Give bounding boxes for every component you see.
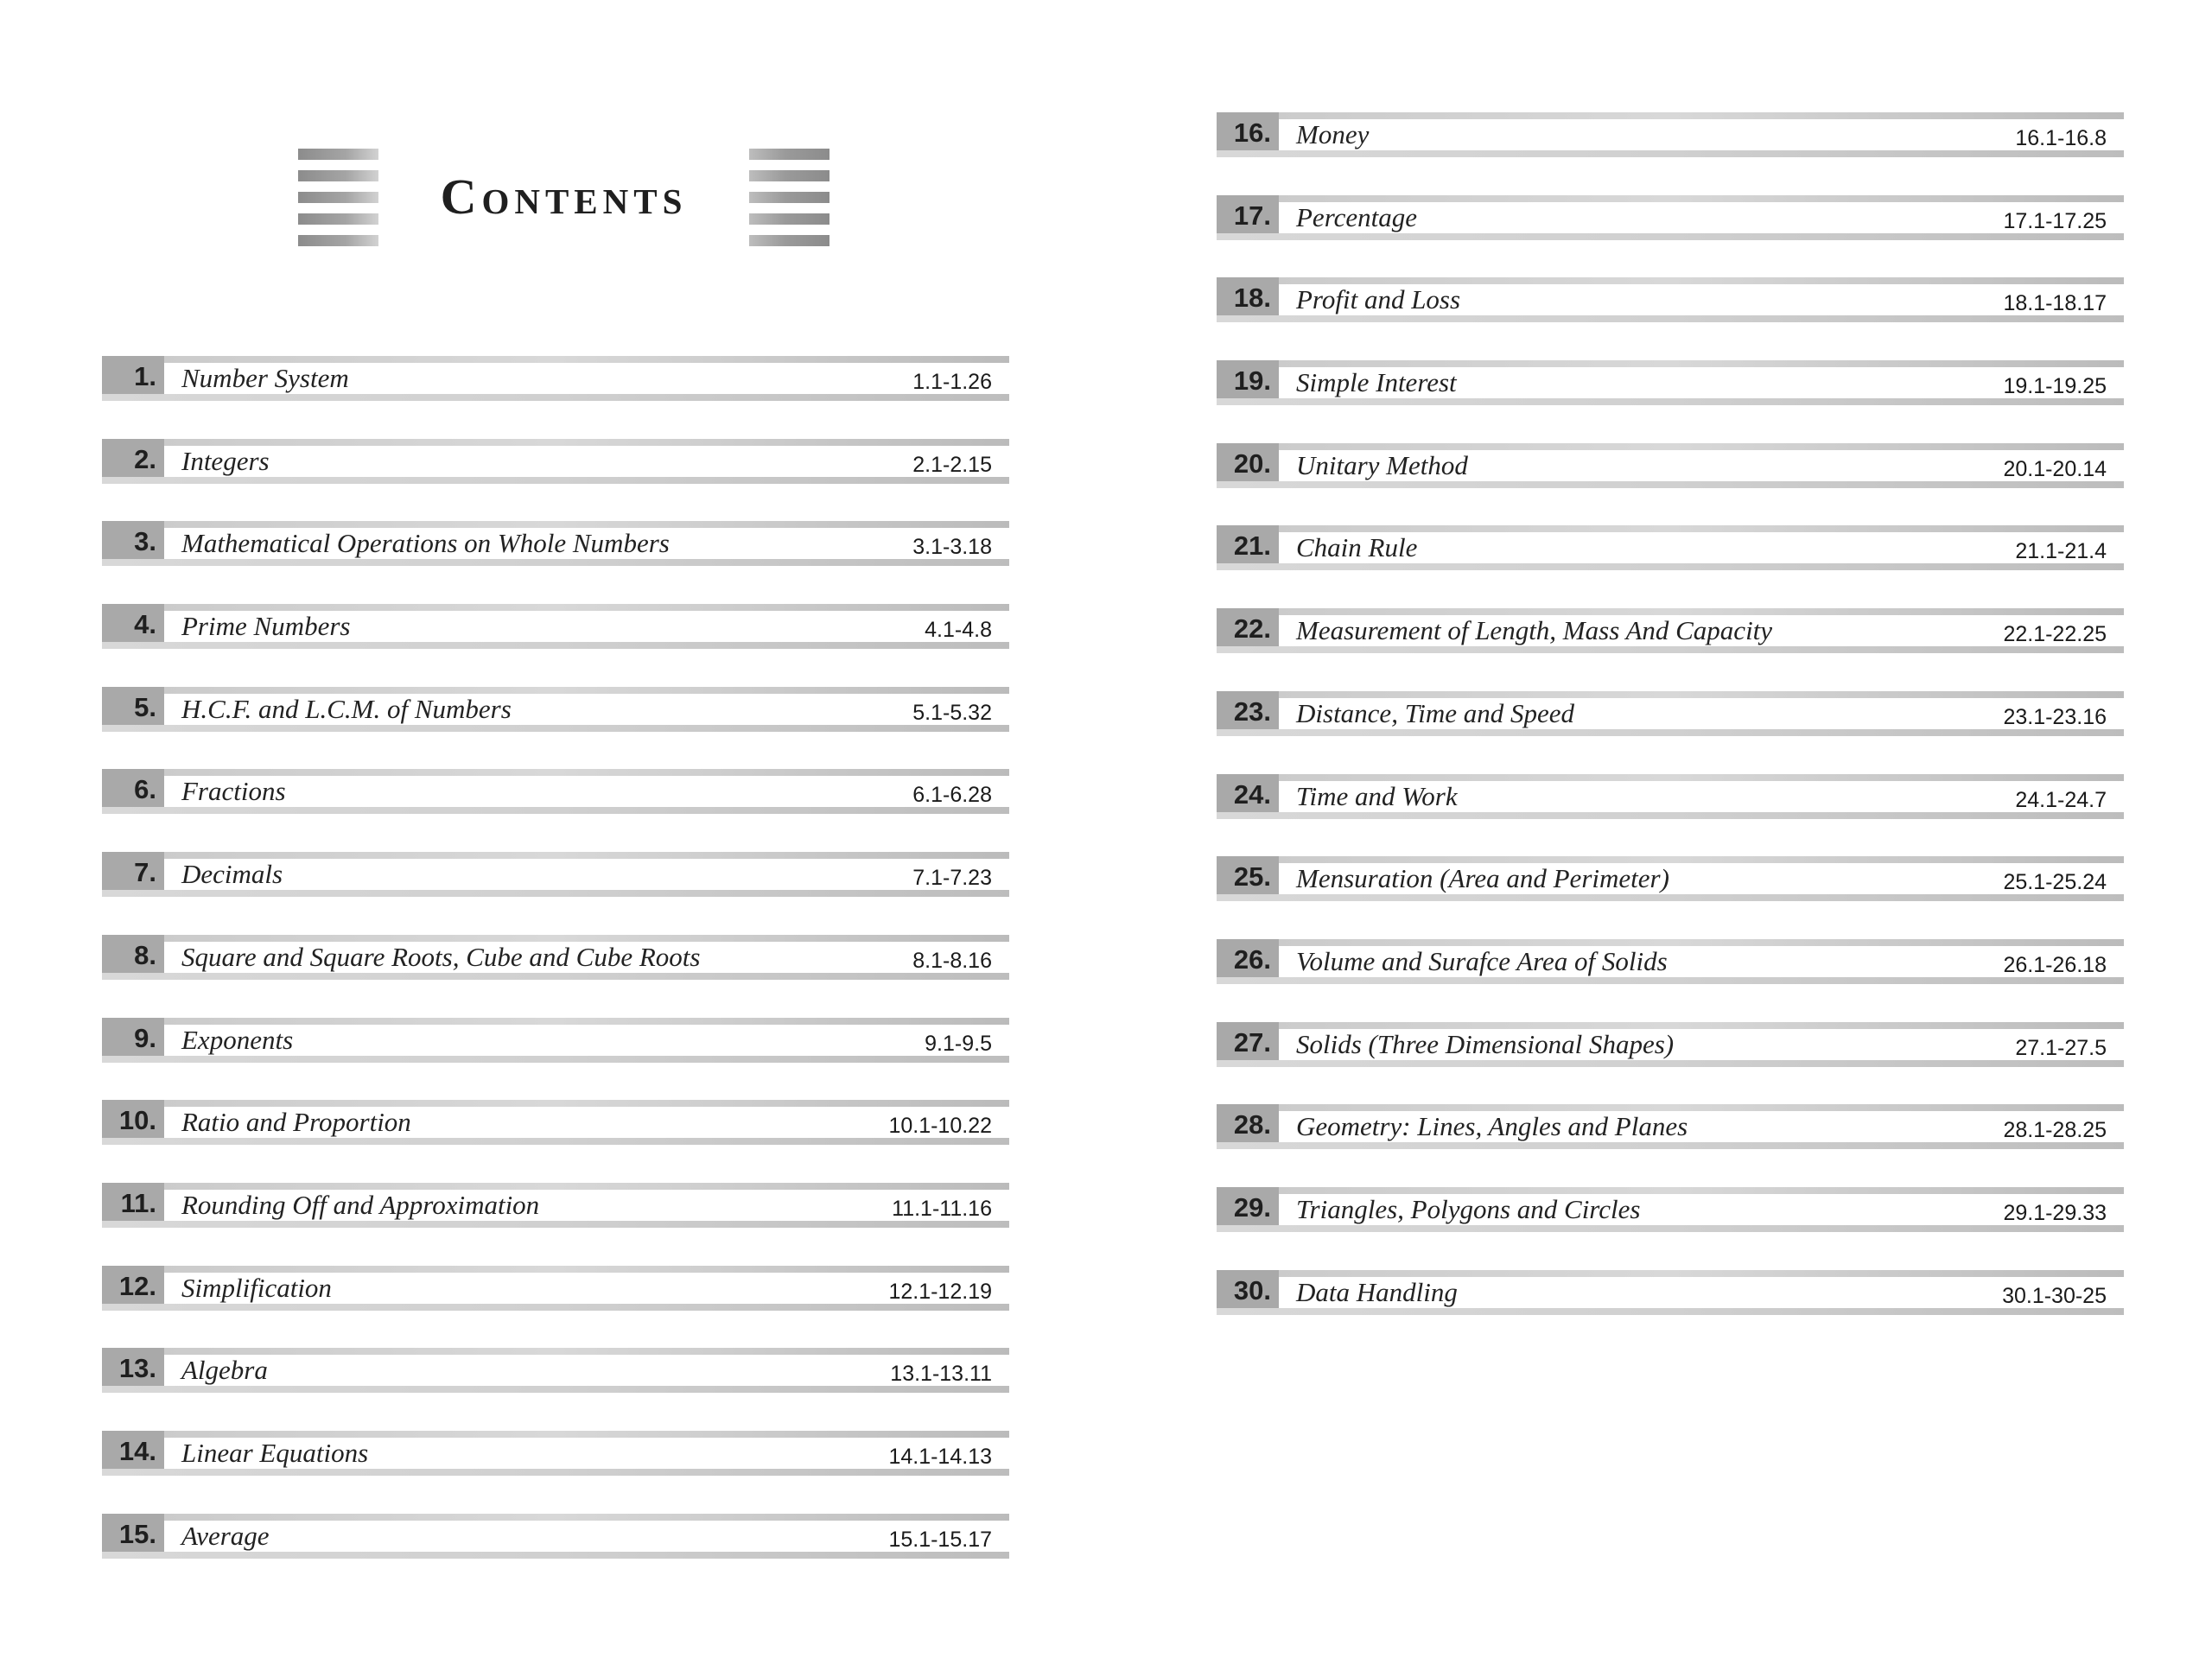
chapter-pages: 27.1-27.5 [2015,1035,2107,1060]
chapter-title: Measurement of Length, Mass And Capacity [1296,615,1773,646]
chapter-pages: 16.1-16.8 [2015,126,2107,150]
toc-entry[interactable] [1217,443,2124,488]
toc-entry[interactable] [102,1100,1009,1145]
chapter-number: 1. [102,356,164,394]
chapter-number: 12. [102,1266,164,1304]
chapter-title: Decimals [181,859,283,890]
chapter-number: 17. [1217,195,1279,233]
chapter-title: Square and Square Roots, Cube and Cube Roots [181,941,701,972]
chapter-number: 19. [1217,360,1279,398]
chapter-title: Time and Work [1296,780,1458,811]
chapter-number: 7. [102,852,164,890]
chapter-title: Prime Numbers [181,611,351,642]
chapter-pages: 20.1-20.14 [2003,456,2107,481]
chapter-title: Simple Interest [1296,367,1457,398]
chapter-title: Fractions [181,776,286,807]
toc-entry[interactable] [1217,608,2124,653]
chapter-title: H.C.F. and L.C.M. of Numbers [181,693,512,724]
toc-entry[interactable] [102,1018,1009,1063]
chapter-number: 11. [102,1183,164,1221]
toc-entry[interactable] [1217,525,2124,570]
toc-entry[interactable] [102,439,1009,484]
toc-entry[interactable] [1217,1187,2124,1232]
chapter-title: Volume and Surafce Area of Solids [1296,945,1668,976]
chapter-pages: 1.1-1.26 [912,370,992,394]
chapter-pages: 3.1-3.18 [912,535,992,560]
chapter-pages: 2.1-2.15 [912,452,992,477]
chapter-title: Distance, Time and Speed [1296,697,1575,728]
toc-entry[interactable] [1217,112,2124,157]
chapter-pages: 10.1-10.22 [888,1114,992,1139]
chapter-pages: 11.1-11.16 [892,1196,992,1221]
toc-entry[interactable] [102,852,1009,897]
chapter-number: 20. [1217,443,1279,481]
chapter-number: 22. [1217,608,1279,646]
chapter-pages: 12.1-12.19 [888,1279,992,1304]
chapter-number: 23. [1217,691,1279,729]
toc-entry[interactable] [102,356,1009,401]
toc-entry[interactable] [102,1348,1009,1393]
chapter-pages: 17.1-17.25 [2003,208,2107,233]
toc-entry[interactable] [1217,939,2124,984]
chapter-number: 26. [1217,939,1279,977]
chapter-title: Ratio and Proportion [181,1107,411,1138]
chapter-title: Algebra [181,1355,268,1386]
chapter-pages: 30.1-30-25 [2002,1283,2107,1308]
chapter-pages: 15.1-15.17 [888,1527,992,1552]
chapter-number: 29. [1217,1187,1279,1225]
chapter-title: Profit and Loss [1296,284,1461,315]
chapter-pages: 19.1-19.25 [2003,374,2107,399]
chapter-pages: 7.1-7.23 [912,866,992,891]
toc-entry[interactable] [1217,774,2124,819]
toc-entry[interactable] [1217,1270,2124,1315]
toc-entry[interactable] [1217,1104,2124,1149]
chapter-pages: 18.1-18.17 [2003,291,2107,316]
chapter-title: Solids (Three Dimensional Shapes) [1296,1028,1675,1059]
toc-entry[interactable] [102,1514,1009,1559]
chapter-title: Linear Equations [181,1437,369,1468]
chapter-number: 16. [1217,112,1279,150]
toc-entry[interactable] [1217,195,2124,240]
toc-right-column [1217,112,2124,1352]
chapter-title: Triangles, Polygons and Circles [1296,1193,1641,1224]
chapter-title: Number System [181,363,349,393]
chapter-number: 2. [102,439,164,477]
toc-entry[interactable] [102,1266,1009,1311]
chapter-title: Mathematical Operations on Whole Numbers [181,528,670,559]
chapter-pages: 13.1-13.11 [890,1362,992,1387]
toc-entry[interactable] [102,1431,1009,1476]
chapter-pages: 25.1-25.24 [2003,870,2107,895]
chapter-title: Mensuration (Area and Perimeter) [1296,863,1669,894]
chapter-number: 5. [102,687,164,725]
chapter-number: 14. [102,1431,164,1469]
toc-entry[interactable] [102,687,1009,732]
contents-heading [298,149,830,248]
toc-entry[interactable] [1217,360,2124,405]
toc-entry[interactable] [1217,691,2124,736]
chapter-pages: 26.1-26.18 [2003,952,2107,977]
heading-stripes-right [749,149,830,248]
chapter-number: 28. [1217,1104,1279,1142]
toc-entry[interactable] [102,769,1009,814]
chapter-title: Percentage [1296,201,1417,232]
chapter-number: 6. [102,769,164,807]
toc-entry[interactable] [102,935,1009,980]
chapter-number: 13. [102,1348,164,1386]
chapter-title: Chain Rule [1296,532,1418,563]
chapter-pages: 5.1-5.32 [912,700,992,725]
chapter-title: Unitary Method [1296,449,1468,480]
chapter-pages: 24.1-24.7 [2015,787,2107,812]
chapter-number: 3. [102,521,164,559]
chapter-pages: 14.1-14.13 [888,1444,992,1469]
chapter-pages: 28.1-28.25 [2003,1118,2107,1143]
chapter-pages: 29.1-29.33 [2003,1200,2107,1225]
chapter-number: 4. [102,604,164,642]
chapter-number: 15. [102,1514,164,1552]
chapter-pages: 6.1-6.28 [912,783,992,808]
chapter-title: Exponents [181,1024,294,1055]
chapter-number: 24. [1217,774,1279,812]
chapter-title: Integers [181,445,270,476]
toc-entry[interactable] [102,604,1009,649]
toc-left-column [102,356,1009,1596]
chapter-title: Geometry: Lines, Angles and Planes [1296,1111,1688,1142]
chapter-pages: 23.1-23.16 [2003,704,2107,729]
toc-entry[interactable] [1217,277,2124,322]
chapter-pages: 9.1-9.5 [925,1031,992,1056]
chapter-title: Data Handling [1296,1276,1458,1307]
chapter-number: 10. [102,1100,164,1138]
chapter-number: 25. [1217,856,1279,894]
toc-entry[interactable] [1217,1022,2124,1067]
chapter-number: 18. [1217,277,1279,315]
toc-entry[interactable] [1217,856,2124,901]
chapter-pages: 8.1-8.16 [912,948,992,973]
page-title: Contents [440,168,688,225]
chapter-number: 21. [1217,525,1279,563]
chapter-title: Average [181,1520,270,1551]
chapter-title: Simplification [181,1272,332,1303]
chapter-number: 30. [1217,1270,1279,1308]
chapter-number: 8. [102,935,164,973]
chapter-pages: 4.1-4.8 [925,618,992,643]
chapter-title: Money [1296,119,1370,149]
chapter-number: 27. [1217,1022,1279,1060]
chapter-number: 9. [102,1018,164,1056]
chapter-pages: 22.1-22.25 [2003,622,2107,647]
chapter-title: Rounding Off and Approximation [181,1189,540,1220]
toc-entry[interactable] [102,521,1009,566]
toc-entry[interactable] [102,1183,1009,1228]
chapter-pages: 21.1-21.4 [2015,539,2107,564]
